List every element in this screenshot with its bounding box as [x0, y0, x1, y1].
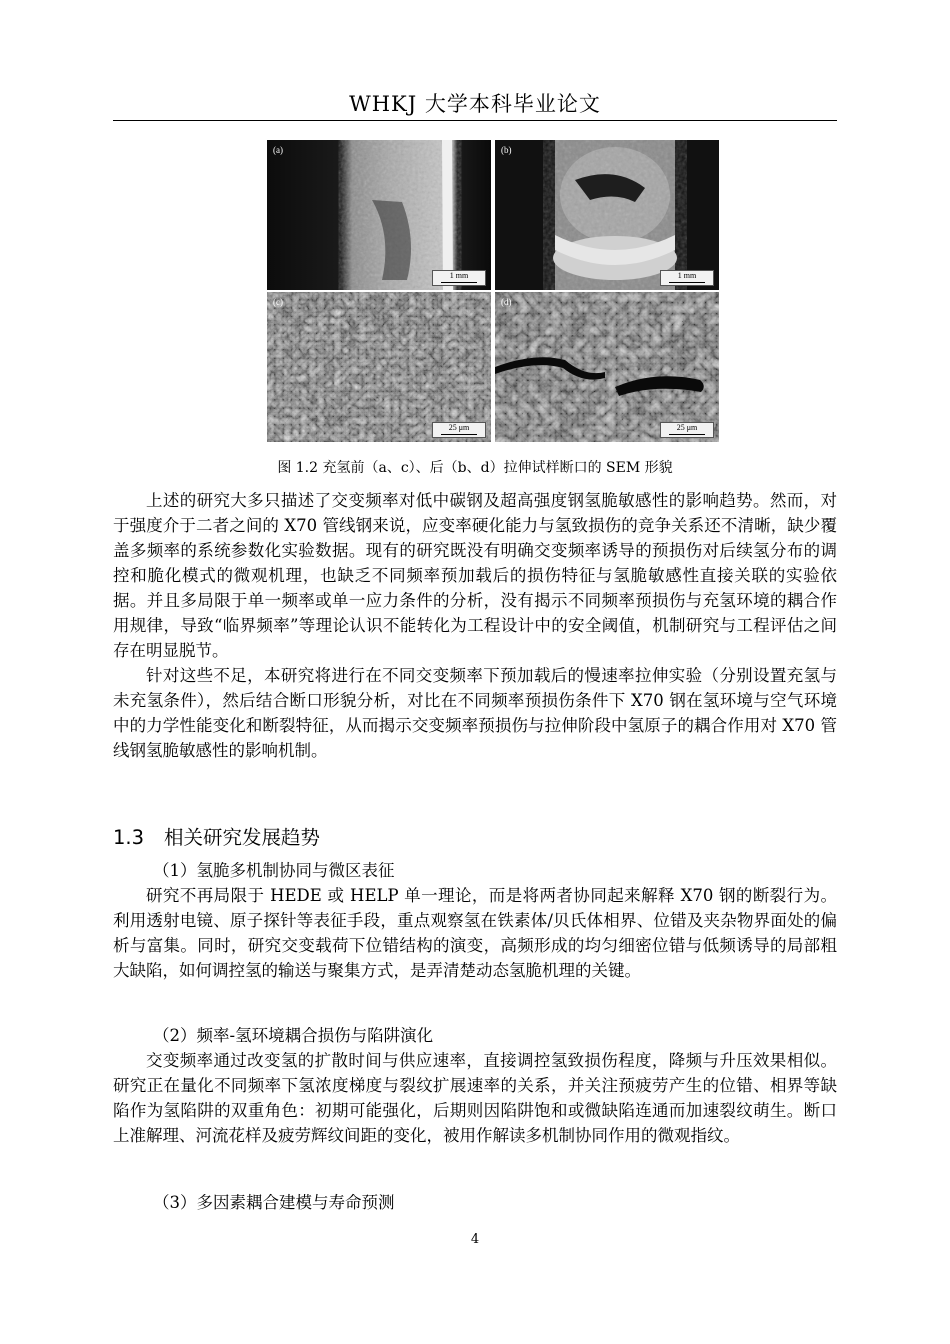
- scale-text-a: 1 mm: [449, 271, 469, 280]
- scale-text-b: 1 mm: [677, 271, 697, 280]
- sem-image-a: [267, 140, 491, 290]
- sem-image-b: [495, 140, 719, 290]
- item-2-text-block: [113, 1048, 837, 1148]
- section-number: 1.3: [113, 826, 145, 849]
- section-heading: [113, 822, 320, 850]
- item-1-text-block: [113, 883, 837, 983]
- sem-panel-d: [495, 292, 719, 442]
- paragraph-2: 针对这些不足，本研究将进行在不同交变频率下预加载后的慢速率拉伸实验（分别设置充氢与未充氢条件），然后结合断口形貌分析，对比在不同频率预损伤条件下 X70 钢在氢环境与空气环境中的力学性能变化和断裂特征，从而揭示交变频率预损伤与拉伸阶段中氢原子的耦合作用对 X70 管线钢氢脆敏感性的影响机制。: [113, 666, 837, 760]
- scale-bar-d: [660, 422, 714, 438]
- sem-image-c: [267, 292, 491, 442]
- scale-text-c: 25 μm: [448, 423, 470, 432]
- scale-bar-a: [432, 270, 486, 286]
- paragraph-1: 上述的研究大多只描述了交变频率对低中碳钢及超高强度钢氢脆敏感性的影响趋势。然而，对于强度介于二者之间的 X70 管线钢来说，应变率硬化能力与氢致损伤的竞争关系还不清晰，缺少覆盖多频率的系统参数化实验数据。现有的研究既没有明确交变频率诱导的预损伤对后续氢分布的调控和脆化模式的微观机理，也缺乏不同频率预加载后的损伤特征与氢脆敏感性直接关联的实验依据。并且多局限于单一频率或单一应力条件的分析，没有揭示不同频率预损伤与充氢环境的耦合作用规律，导致“临界频率”等理论认识不能转化为工程设计中的安全阈值，机制研究与工程评估之间存在明显脱节。: [113, 491, 837, 660]
- panel-label-b: (b): [501, 145, 512, 155]
- sem-panel-b: [495, 140, 719, 290]
- panel-label-d: (d): [501, 297, 512, 307]
- item-2-title: （2）频率-氢环境耦合损伤与陷阱演化: [153, 1026, 434, 1045]
- panel-label-a: (a): [273, 145, 283, 155]
- item-1-text: 研究不再局限于 HEDE 或 HELP 单一理论，而是将两者协同起来解释 X70 钢的断裂行为。利用透射电镜、原子探针等表征手段，重点观察氢在铁素体/贝氏体相界、位错及夹杂物界面处的偏析与富集。同时，研究交变载荷下位错结构的演变，高频形成的均匀细密位错与低频诱导的局部粗大缺陷，如何调控氢的输送与聚集方式，是弄清楚动态氢脆机理的关键。: [113, 886, 837, 980]
- running-header: WHKJ 大学本科毕业论文: [349, 92, 601, 116]
- item-2-text: 交变频率通过改变氢的扩散时间与供应速率，直接调控氢致损伤程度，降频与升压效果相似。研究正在量化不同频率下氢浓度梯度与裂纹扩展速率的关系，并关注预疲劳产生的位错、相界等缺陷作为氢陷阱的双重角色：初期可能强化，后期则因陷阱饱和或微缺陷连通而加速裂纹萌生。断口上准解理、河流花样及疲劳辉纹间距的变化，被用作解读多机制协同作用的微观指纹。: [113, 1051, 837, 1145]
- header-rule: [113, 120, 837, 121]
- sem-panel-a: [267, 140, 491, 290]
- body-text: [113, 488, 837, 763]
- scale-bar-c: [432, 422, 486, 438]
- item-1-title: （1）氢脆多机制协同与微区表征: [153, 861, 395, 880]
- scale-text-d: 25 μm: [676, 423, 698, 432]
- sem-panel-c: [267, 292, 491, 442]
- section-title: 相关研究发展趋势: [164, 826, 321, 849]
- sem-figure: [267, 140, 719, 442]
- sem-image-d: [495, 292, 719, 442]
- item-3-title: （3）多因素耦合建模与寿命预测: [153, 1193, 395, 1212]
- panel-label-c: (c): [273, 297, 283, 307]
- scale-bar-b: [660, 270, 714, 286]
- page-number: 4: [470, 1232, 480, 1247]
- figure-caption: 图 1.2 充氢前（a、c）、后（b、d）拉伸试样断口的 SEM 形貌: [277, 460, 673, 476]
